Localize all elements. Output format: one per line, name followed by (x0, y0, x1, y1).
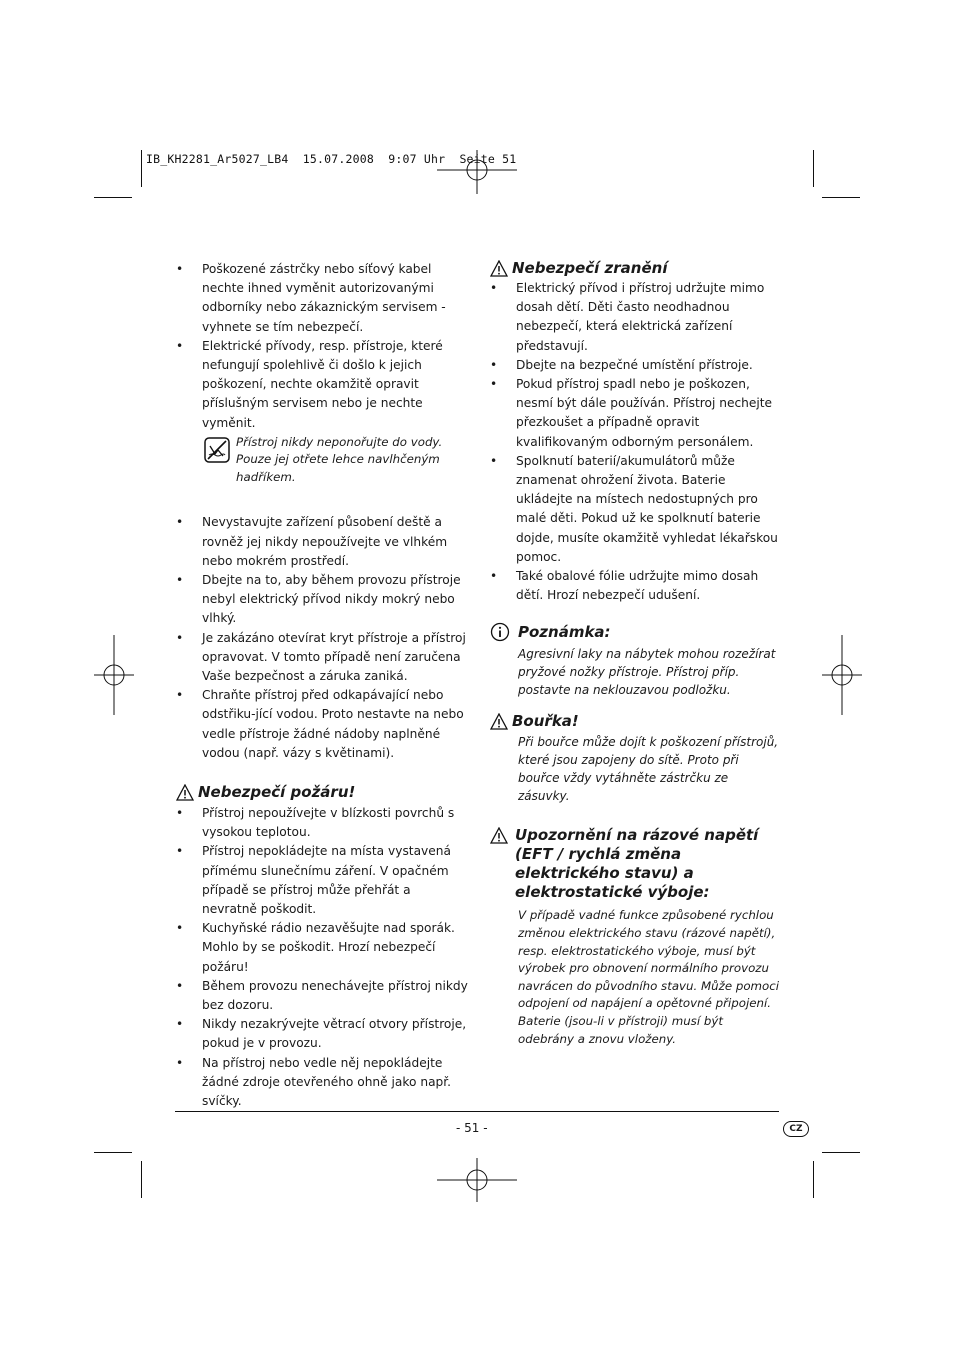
registration-mark-icon (822, 635, 862, 715)
language-badge: CZ (783, 1121, 809, 1137)
note-heading (490, 623, 782, 642)
note-text: Agresivní laky na nábytek mohou rozežírat pryžové nožky přístroje. Přístroj příp. postavte na neklouzavou podložku. (518, 647, 776, 698)
crop-mark (813, 150, 814, 187)
print-slug: IB_KH2281_Ar5027_LB4 15.07.2008 9:07 Uhr Seite 51 (146, 152, 517, 166)
eft-heading-text: Upozornění na rázové napětí (EFT / rychlá změna elektrického stavu) a elektrostatické výboje: (515, 826, 759, 902)
storm-text: Při bouřce může dojít k poškození přístrojů, které jsou zapojeny do sítě. Proto při bouřce vždy vytáhněte zástrčku ze zásuvky. (518, 735, 779, 804)
eft-heading (490, 826, 782, 902)
safety-list (176, 260, 468, 433)
page-number: - 51 - (456, 1121, 488, 1135)
list-item: • Spolknutí baterií/akumulátorů může znamenat ohrožení života. Baterie ukládejte na místech nedostupných pro malé děti. Pokud už ke spolknutí baterie dojde, musíte okamžitě vyhledat lékařskou pomoc. (490, 452, 782, 567)
no-immersion-icon (204, 437, 230, 463)
injury-heading-text: Nebezpečí zranění (512, 259, 668, 277)
registration-mark-icon (94, 635, 134, 715)
crop-mark (822, 197, 860, 198)
crop-mark (813, 1161, 814, 1198)
storm-heading-text: Bouřka! (512, 712, 579, 731)
water-note (176, 434, 468, 487)
list-item: • Kuchyňské rádio nezavěšujte nad sporák. Mohlo by se poškodit. Hrozí nebezpečí požáru! (176, 919, 468, 977)
registration-mark-icon (437, 150, 517, 194)
safety-list (176, 513, 468, 763)
warning-triangle-icon (176, 784, 194, 801)
warning-triangle-icon (490, 827, 508, 844)
left-column (176, 260, 468, 1111)
eft-text: V případě vadné funkce způsobené rychlou změnou elektrického stavu (rázové napětí), resp. elektrostatického výboje, musí být výrobek pro obnovení normálního provozu navrácen do původního stavu. Může pomoci odpojení od napájení a opětovné připojení. Baterie (jsou-li v přístroji) musí být odebrány a znovu vloženy. (518, 908, 780, 1046)
list-item: • Přístroj nepoužívejte v blízkosti povrchů s vysokou teplotou. (176, 804, 468, 842)
list-item: • Nikdy nezakrývejte větrací otvory přístroje, pokud je v provozu. (176, 1015, 468, 1053)
storm-heading (490, 712, 782, 731)
footer-rule (175, 1111, 779, 1112)
right-column (490, 259, 782, 1048)
warning-triangle-icon (490, 713, 508, 730)
crop-mark (141, 1161, 142, 1198)
crop-mark (141, 150, 142, 187)
info-note-icon (490, 622, 510, 642)
injury-heading (490, 259, 782, 278)
fire-list (176, 804, 468, 1111)
crop-mark (94, 1152, 132, 1153)
crop-mark (94, 197, 132, 198)
list-item: • Dbejte na to, aby během provozu přístroje nebyl elektrický přívod nikdy mokrý nebo vlhký. (176, 571, 468, 629)
warning-triangle-icon (490, 260, 508, 277)
registration-mark-icon (437, 1158, 517, 1202)
list-item: • Přístroj nepokládejte na místa vystavená přímému slunečnímu záření. V opačném případě se přístroj může přehřát a nevratně poškodit. (176, 842, 468, 919)
list-item: • Také obalové fólie udržujte mimo dosah dětí. Hrozí nebezpečí udušení. (490, 567, 782, 605)
list-item: • Elektrický přívod i přístroj udržujte mimo dosah dětí. Děti často neodhadnou nebezpečí, která elektrická zařízení představují. (490, 279, 782, 356)
injury-list (490, 279, 782, 605)
fire-heading-text: Nebezpečí požáru! (198, 782, 356, 801)
fire-heading (176, 783, 468, 802)
water-note-text: Přístroj nikdy neponořujte do vody. Pouze jej otřete lehce navlhčeným hadříkem. (236, 434, 443, 484)
list-item: • Během provozu nenechávejte přístroj nikdy bez dozoru. (176, 977, 468, 1015)
list-item: • Nevystavujte zařízení působení deště a rovněž jej nikdy nepoužívejte ve vlhkém nebo mokrém prostředí. (176, 513, 468, 571)
note-heading-text: Poznámka: (518, 623, 611, 642)
list-item: • Na přístroj nebo vedle něj nepokládejte žádné zdroje otevřeného ohně jako např. svíčky. (176, 1054, 468, 1112)
list-item: • Poškozené zástrčky nebo síťový kabel nechte ihned vyměnit autorizovanými odborníky nebo zákaznickým servisem - vyhnete se tím nebezpečí. (176, 260, 468, 337)
list-item: • Pokud přístroj spadl nebo je poškozen, nesmí být dále používán. Přístroj nechejte přezkoušet a případně opravit kvalifikovaným odborným personálem. (490, 375, 782, 452)
crop-mark (822, 1152, 860, 1153)
list-item: • Chraňte přístroj před odkapávající nebo odstřiku-jící vodou. Proto nestavte na nebo vedle přístroje žádné nádoby naplněné vodou (např. vázy s květinami). (176, 686, 468, 763)
list-item: • Elektrické přívody, resp. přístroje, které nefungují spolehlivě či došlo k jejich poškození, nechte okamžitě opravit příslušným servisem nebo je nechte vyměnit. (176, 337, 468, 433)
list-item: • Je zakázáno otevírat kryt přístroje a přístroj opravovat. V tomto případě není zaručena Vaše bezpečnost a záruka zaniká. (176, 629, 468, 687)
list-item: • Dbejte na bezpečné umístění přístroje. (490, 356, 782, 375)
